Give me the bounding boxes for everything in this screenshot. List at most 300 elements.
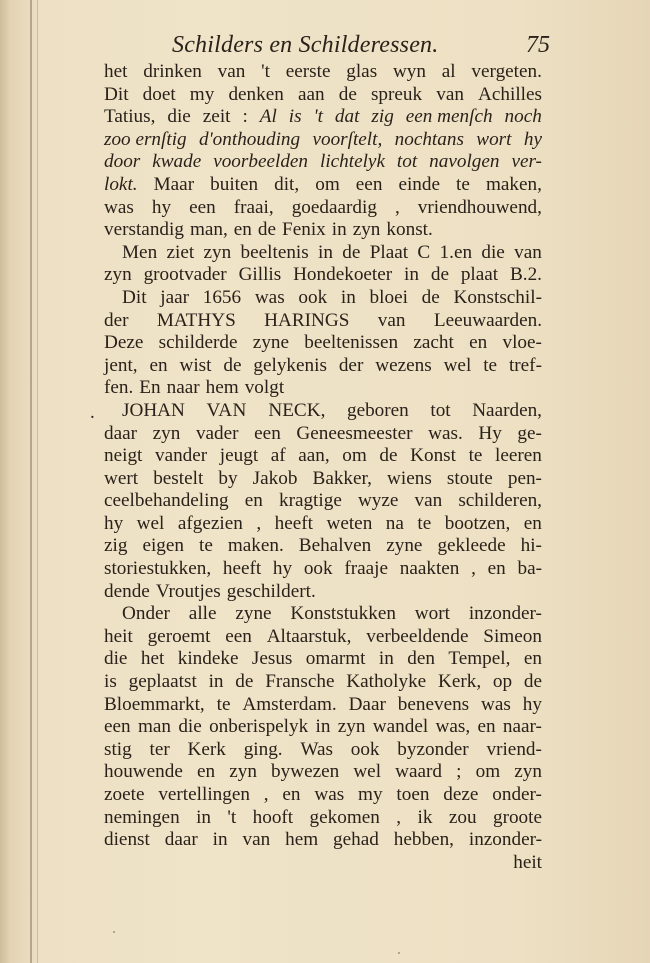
word: in — [196, 806, 212, 828]
word: zig — [371, 106, 394, 128]
word: in — [404, 264, 419, 286]
word: B.2. — [509, 264, 542, 286]
binding-edge-inner — [37, 0, 38, 963]
word: dende — [104, 580, 150, 602]
word: ceelbehandeling — [104, 490, 229, 512]
word: Bakker, — [312, 467, 372, 489]
text-line — [104, 807, 542, 830]
word: zyn — [514, 761, 542, 783]
word: leeren — [495, 445, 542, 467]
word: Amsterdam. — [242, 693, 337, 715]
word: navolgen — [429, 151, 500, 173]
catchword — [104, 852, 542, 875]
word: zoete — [104, 784, 145, 805]
word: Daar — [348, 693, 386, 715]
word: denken — [228, 83, 284, 105]
word: een — [355, 173, 383, 195]
word: zyn — [337, 716, 366, 738]
word: zig — [104, 535, 128, 557]
word: einde — [398, 173, 441, 195]
word: Maar — [153, 173, 195, 195]
text-line — [104, 626, 542, 649]
word: : — [242, 106, 248, 128]
word: tref- — [508, 354, 542, 376]
word: der — [104, 309, 129, 331]
word: Achilles — [478, 83, 542, 105]
word: , — [256, 512, 262, 534]
text-line — [104, 61, 542, 84]
word: die — [104, 648, 128, 670]
word: was — [104, 196, 134, 218]
word: die — [481, 241, 505, 263]
word: HARINGS — [264, 309, 350, 331]
word: 't — [227, 806, 237, 828]
word: Jesus — [251, 648, 293, 670]
word: wel — [353, 761, 382, 783]
text-line — [104, 468, 542, 491]
word: heit — [104, 625, 133, 647]
word: Fenix — [282, 219, 326, 241]
word: verbeeldende — [366, 625, 469, 647]
word: wyn — [392, 61, 426, 82]
binding-edge — [30, 0, 32, 963]
word: VAN — [206, 399, 247, 421]
word: fen. — [104, 377, 134, 399]
word: Jakob — [252, 467, 298, 489]
text-line — [104, 242, 542, 265]
text-line — [104, 716, 542, 739]
word: naakten — [399, 558, 460, 580]
word: waard — [395, 761, 443, 783]
word: my — [189, 83, 215, 105]
word: spreuk — [370, 83, 423, 105]
word: zou — [448, 806, 477, 828]
word: Men — [122, 241, 158, 263]
page-header — [160, 28, 550, 62]
word: , — [396, 806, 402, 828]
word: den — [407, 648, 435, 670]
word: Leeuwaarden. — [433, 309, 542, 331]
word: van — [414, 490, 443, 512]
word: zyn — [152, 422, 181, 444]
word: hi- — [520, 535, 542, 557]
word: pen- — [507, 467, 542, 489]
word: al — [441, 61, 456, 82]
word: jeugt — [219, 445, 259, 467]
word: MATHYS — [156, 309, 236, 331]
word: van — [514, 241, 542, 263]
word: de — [379, 445, 398, 467]
text-line — [104, 581, 542, 604]
word: de — [338, 83, 357, 105]
text-line — [104, 829, 542, 852]
word: man — [137, 716, 171, 738]
word: was — [481, 693, 511, 715]
word: ging. — [243, 738, 283, 760]
word: verstandig — [104, 219, 184, 241]
paper-speck — [398, 952, 400, 954]
word: jent, — [104, 354, 138, 376]
word: daar — [104, 422, 138, 444]
word: gekomen — [309, 806, 380, 828]
word: JOHAN — [122, 399, 185, 421]
text-line — [104, 400, 542, 423]
word: in — [212, 829, 228, 851]
word: en — [149, 354, 168, 376]
word: en — [523, 648, 542, 670]
paper-speck — [113, 931, 115, 933]
text-line — [104, 445, 542, 468]
word: te — [198, 535, 213, 557]
word: en — [469, 332, 488, 354]
word: vader — [195, 422, 239, 444]
word: wel — [136, 512, 165, 534]
word: goedaardig — [291, 196, 377, 218]
word: Tatius, — [104, 106, 156, 128]
word: te — [468, 445, 483, 467]
word: heeft — [222, 558, 262, 580]
word: nochtans — [394, 128, 464, 150]
text-line — [104, 648, 542, 671]
word: hy — [104, 512, 124, 534]
text-line — [104, 739, 542, 762]
word: der — [338, 354, 364, 376]
word: kragtige — [278, 490, 342, 512]
word: Bloemmarkt, — [104, 693, 205, 715]
text-line — [104, 197, 542, 220]
word: in — [315, 716, 331, 738]
word: inzonder- — [468, 829, 542, 851]
word: de — [342, 241, 361, 263]
word: C — [417, 241, 431, 263]
word: naar- — [502, 716, 542, 738]
word: wiens — [387, 467, 432, 489]
word: wezens — [375, 354, 432, 376]
word: was, — [435, 716, 471, 738]
word: toen — [396, 784, 430, 805]
word: Konstschil- — [453, 286, 542, 308]
word: na — [385, 512, 404, 534]
word: 1.en — [439, 241, 473, 263]
word: was. — [428, 422, 463, 444]
word: en — [477, 716, 496, 738]
word: eigen — [142, 535, 184, 557]
word: Onder — [122, 603, 170, 625]
word: , — [263, 784, 269, 805]
text-line — [104, 761, 542, 784]
word: te — [456, 173, 470, 195]
word: inzonder- — [468, 603, 542, 625]
word: hooft — [252, 806, 294, 828]
page-number: 75 — [526, 32, 550, 58]
word: de — [523, 671, 542, 693]
word: zyn — [203, 241, 232, 263]
word: ik — [417, 806, 433, 828]
word: lichtelyk — [319, 151, 385, 173]
word: het — [104, 61, 128, 82]
word: de — [235, 671, 254, 693]
word: zyn — [352, 219, 381, 241]
word: wyze — [357, 490, 399, 512]
word: bootzen, — [444, 512, 511, 534]
word: geroemt — [147, 625, 211, 647]
word: ge- — [517, 422, 542, 444]
word: is — [288, 106, 302, 128]
word: zoo ernſtig — [104, 128, 187, 150]
word: Altaarstuk, — [266, 625, 352, 647]
word: Deze — [104, 332, 144, 354]
word: om — [342, 445, 367, 467]
text-line — [104, 490, 542, 513]
text-line — [104, 264, 542, 287]
word: En — [139, 377, 161, 399]
word: hy — [522, 693, 542, 715]
word: Hondekoeter — [293, 264, 393, 286]
word: plaat — [460, 264, 499, 286]
word: de — [223, 354, 242, 376]
word: ter — [149, 738, 170, 760]
word: bestelt — [153, 467, 204, 489]
word: eerste — [285, 61, 331, 82]
word: noch — [504, 106, 542, 128]
word: gelykenis — [253, 354, 327, 376]
word: te — [483, 354, 498, 376]
word: alle — [188, 603, 217, 625]
word: Behalven — [298, 535, 372, 557]
word: bywezen — [271, 761, 340, 783]
text-line — [104, 174, 542, 197]
text-line — [104, 784, 542, 807]
word: en — [244, 490, 263, 512]
word: vloe- — [502, 332, 542, 354]
word: afgezien — [177, 512, 243, 534]
word: vertellingen — [158, 784, 250, 805]
word: onder- — [492, 784, 542, 805]
word: wandel — [372, 716, 429, 738]
word: in — [331, 219, 347, 241]
word: die — [167, 106, 191, 128]
word: beeltenissen — [304, 332, 399, 354]
word: voorbeelden — [213, 151, 309, 173]
word: gekleede — [437, 535, 506, 557]
word: maken. — [227, 535, 284, 557]
word: een — [254, 422, 281, 444]
word: buiten — [210, 173, 259, 195]
word: glas — [346, 61, 378, 82]
word: een — [104, 716, 131, 738]
word: Konststukken — [290, 603, 396, 625]
word: ook — [350, 738, 380, 760]
word: geplaatst — [128, 671, 197, 693]
text-line — [104, 535, 542, 558]
word: Konst — [410, 445, 456, 467]
word: schilderde — [158, 332, 238, 354]
word: voorſtelt, — [312, 128, 383, 150]
word: tot — [396, 151, 418, 173]
word: vriendhouwend, — [417, 196, 542, 218]
word: een menſch — [405, 106, 493, 128]
word: Geneesmeester — [296, 422, 413, 444]
word: dit, — [274, 173, 300, 195]
word: beeltenis — [240, 241, 309, 263]
word: 1656 — [202, 286, 242, 308]
word: in — [208, 671, 224, 693]
word: en — [523, 512, 542, 534]
text-line — [104, 287, 542, 310]
text-line — [104, 310, 542, 333]
word: ba- — [517, 558, 542, 580]
word: zyne — [252, 332, 290, 354]
word: heit — [513, 851, 542, 873]
word: Dit — [104, 83, 129, 105]
word: Hy — [478, 422, 502, 444]
word: de — [430, 264, 449, 286]
word: en — [233, 219, 252, 241]
word: houwende — [104, 761, 183, 783]
word: zacht — [413, 332, 454, 354]
word: gehad — [333, 829, 379, 851]
word: omarmt — [305, 648, 366, 670]
running-title: Schilders en Schilderessen. — [172, 32, 439, 58]
word: Plaat — [369, 241, 409, 263]
word: te — [216, 693, 231, 715]
word: hy — [151, 196, 172, 218]
word: door — [104, 151, 141, 173]
word: ziet — [166, 241, 195, 263]
word: weten — [326, 512, 373, 534]
word: nemingen — [104, 806, 180, 828]
word: vander — [154, 445, 208, 467]
word: is — [104, 671, 117, 693]
word: hebben, — [393, 829, 454, 851]
word: stoute — [446, 467, 493, 489]
word: wort — [476, 128, 512, 150]
word: 't — [313, 106, 323, 128]
word: konst. — [386, 219, 433, 241]
word: hem — [285, 829, 319, 851]
word: hy — [523, 128, 542, 150]
word: kindeke — [177, 648, 239, 670]
word: Simeon — [483, 625, 542, 647]
word: man, — [189, 219, 228, 241]
text-line — [104, 355, 542, 378]
word: de — [421, 286, 440, 308]
word: neigt — [104, 445, 143, 467]
word: daar — [164, 829, 198, 851]
word: geschildert. — [226, 580, 316, 602]
word: ; — [456, 761, 462, 783]
word: op — [492, 671, 513, 693]
word: , — [471, 558, 476, 580]
word: Was — [300, 738, 333, 760]
word: onberispelyk — [209, 716, 309, 738]
word: zyn — [229, 761, 257, 783]
word: vergeten. — [471, 61, 542, 82]
word: af — [270, 445, 286, 467]
word: grootvader — [143, 264, 227, 286]
word: storiestukken, — [104, 558, 212, 580]
word: de — [257, 219, 277, 241]
word: benevens — [397, 693, 470, 715]
word: aan — [297, 83, 325, 105]
word: NECK, — [268, 399, 326, 421]
word: aan, — [298, 445, 330, 467]
word: een — [225, 625, 252, 647]
word: zyne — [235, 603, 272, 625]
word: te — [417, 512, 432, 534]
word: lokt. — [104, 173, 138, 195]
text-line — [104, 219, 542, 242]
word: het — [140, 648, 165, 670]
text-line — [104, 513, 542, 536]
word: fraaje — [344, 558, 388, 580]
word: 't — [261, 61, 270, 82]
word: in — [318, 241, 333, 263]
word: ook — [298, 286, 328, 308]
word: Gillis — [238, 264, 282, 286]
word: d'onthouding — [198, 128, 301, 150]
word: in — [378, 648, 394, 670]
word: kwade — [152, 151, 202, 173]
word: fraai, — [233, 196, 274, 218]
word: deze — [443, 784, 479, 805]
word: Tempel, — [448, 648, 511, 670]
word: van — [217, 61, 246, 82]
word: maken, — [485, 173, 542, 195]
word: om — [315, 173, 340, 195]
word: doet — [142, 83, 176, 105]
word: die — [178, 716, 202, 738]
word: Katholyke — [346, 671, 427, 693]
word: was — [314, 784, 345, 805]
word: stig — [104, 738, 132, 760]
word: dat — [334, 106, 360, 128]
word: hem — [205, 377, 239, 399]
body-text — [104, 61, 542, 874]
word: van — [242, 829, 271, 851]
word: Kerk — [187, 738, 226, 760]
word: een — [189, 196, 216, 218]
word: Dit — [122, 286, 147, 308]
word: van — [436, 83, 464, 105]
word: en — [196, 761, 216, 783]
word: zyn — [104, 264, 132, 286]
word: Al — [259, 106, 277, 128]
word: naar — [166, 377, 200, 399]
word: heeft — [274, 512, 313, 534]
word: ook — [303, 558, 333, 580]
word: in — [340, 286, 356, 308]
word: byzonder — [397, 738, 469, 760]
word: by — [218, 467, 238, 489]
word: drinken — [143, 61, 202, 82]
text-line — [104, 332, 542, 355]
text-line — [104, 84, 542, 107]
word: wist — [179, 354, 212, 376]
word: schilderen, — [458, 490, 542, 512]
margin-mark: . — [90, 402, 95, 423]
word: jaar — [160, 286, 190, 308]
word: was — [254, 286, 285, 308]
word: wel — [443, 354, 472, 376]
word: wort — [414, 603, 450, 625]
word: groote — [492, 806, 542, 828]
word: , — [394, 196, 400, 218]
text-line — [104, 603, 542, 626]
text-line — [104, 377, 542, 400]
text-line — [104, 558, 542, 581]
word: en — [282, 784, 301, 805]
